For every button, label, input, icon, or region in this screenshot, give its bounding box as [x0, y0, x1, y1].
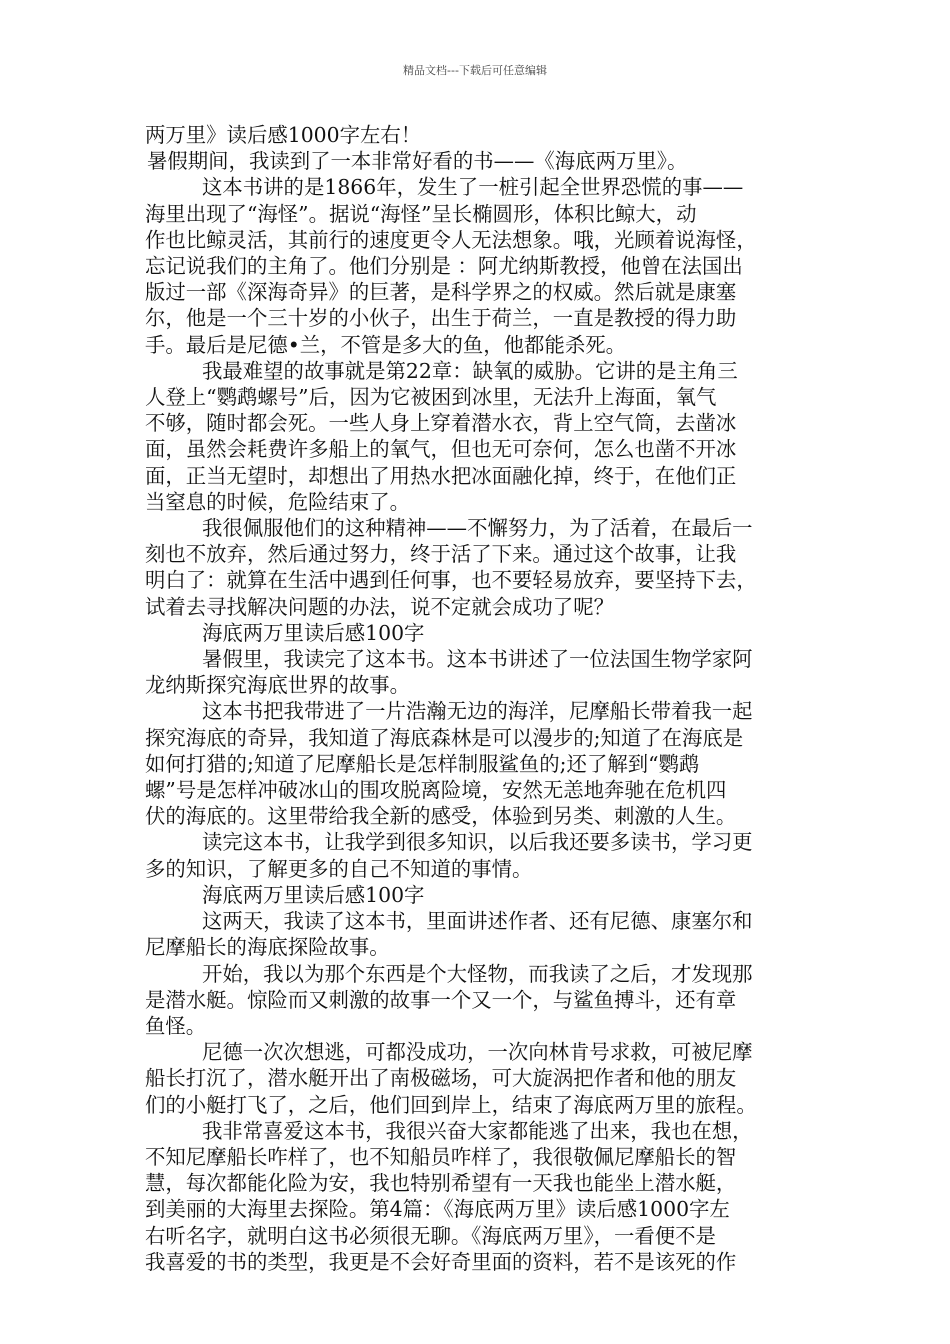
text-line: 刻也不放弃，然后通过努力，终于活了下来。通过这个故事，让我 — [145, 542, 737, 567]
text-line: 人登上“鹦鹉螺号”后，因为它被困到冰里，无法升上海面，氧气 — [145, 385, 717, 410]
text-line: 探究海底的奇异，我知道了海底森林是可以漫步的;知道了在海底是 — [145, 725, 744, 750]
text-line: 面，虽然会耗费许多船上的氧气，但也无可奈何，怎么也凿不开冰 — [145, 437, 737, 462]
text-line: 读完这本书，让我学到很多知识，以后我还要多读书，学习更 — [202, 830, 753, 855]
text-line: 作也比鲸灵活，其前行的速度更令人无法想象。哦，光顾着说海怪， — [145, 227, 757, 252]
text-line: 龙纳斯探究海底世界的故事。 — [145, 673, 411, 698]
text-line: 慧，每次都能化险为安，我也特别希望有一天我也能坐上潜水艇， — [145, 1171, 737, 1196]
text-line: 我很佩服他们的这种精神——不懈努力，为了活着，在最后一 — [202, 516, 753, 541]
text-line: 不够，随时都会死。一些人身上穿着潜水衣，背上空气筒，去凿冰 — [145, 411, 737, 436]
text-line: 多的知识，了解更多的自己不知道的事情。 — [145, 856, 533, 881]
text-line: 面，正当无望时，却想出了用热水把冰面融化掉，终于，在他们正 — [145, 463, 737, 488]
text-line: 手。最后是尼德•兰，不管是多大的鱼，他都能杀死。 — [145, 332, 627, 357]
text-line: 伏的海底的。这里带给我全新的感受，体验到另类、刺激的人生。 — [145, 804, 737, 829]
text-line: 我最难望的故事就是第22章：缺氧的威胁。它讲的是主角三 — [202, 358, 738, 383]
text-line: 海底两万里读后感100字 — [202, 882, 425, 907]
text-line: 明白了：就算在生活中遇到任何事，也不要轻易放弃，要坚持下去， — [145, 568, 757, 593]
text-line: 我非常喜爱这本书，我很兴奋大家都能逃了出来，我也在想， — [202, 1118, 753, 1143]
text-line: 开始，我以为那个东西是个大怪物，而我读了之后，才发现那 — [202, 961, 753, 986]
page-header: 精品文档---下载后可任意编辑 — [403, 64, 547, 77]
text-line: 海里出现了“海怪”。据说“海怪”呈长椭圆形，体积比鲸大，动 — [145, 201, 697, 226]
text-line: 暑假里，我读完了这本书。这本书讲述了一位法国生物学家阿 — [202, 647, 753, 672]
text-line: 我喜爱的书的类型，我更是不会好奇里面的资料，若不是该死的作 — [145, 1249, 737, 1274]
text-line: 暑假期间，我读到了一本非常好看的书——《海底两万里》。 — [147, 149, 688, 174]
text-line: 右听名字，就明白这书必须很无聊。《海底两万里》，一看便不是 — [145, 1223, 716, 1248]
document-body — [145, 122, 807, 1275]
text-line: 们的小艇打飞了，之后，他们回到岸上，结束了海底两万里的旅程。 — [145, 1092, 757, 1117]
text-line: 两万里》读后感1000字左右！ — [145, 123, 422, 147]
text-line: 试着去寻找解决问题的办法，说不定就会成功了呢？ — [145, 594, 614, 619]
text-line: 尔，他是一个三十岁的小伙子，出生于荷兰，一直是教授的得力助 — [145, 306, 737, 331]
text-line: 是潜水艇。惊险而又刺激的故事一个又一个，与鲨鱼搏斗，还有章 — [145, 987, 737, 1012]
text-line: 忘记说我们的主角了。他们分别是 ：阿尤纳斯教授，他曾在法国出 — [145, 254, 743, 279]
text-line: 船长打沉了，潜水艇开出了南极磁场，可大旋涡把作者和他的朋友 — [145, 1066, 737, 1091]
text-line: 当窒息的时候，危险结束了。 — [145, 489, 411, 514]
text-line: 尼摩船长的海底探险故事。 — [145, 935, 390, 960]
text-line: 这本书讲的是1866年，发生了一桩引起全世界恐慌的事—— — [202, 175, 744, 200]
text-line: 到美丽的大海里去探险。第4篇：《海底两万里》读后感1000字左 — [145, 1197, 730, 1222]
text-line: 海底两万里读后感100字 — [202, 620, 425, 645]
text-line: 螺”号是怎样冲破冰山的围攻脱离险境，安然无恙地奔驰在危机四 — [145, 778, 727, 803]
text-line: 鱼怪。 — [145, 1013, 207, 1038]
text-line: 尼德一次次想逃，可都没成功，一次向林肯号求救，可被尼摩 — [202, 1040, 753, 1065]
text-line: 这本书把我带进了一片浩瀚无边的海洋，尼摩船长带着我一起 — [202, 699, 753, 724]
text-line: 这两天，我读了这本书，里面讲述作者、还有尼德、康塞尔和 — [202, 909, 753, 934]
text-line: 如何打猎的;知道了尼摩船长是怎样制服鲨鱼的;还了解到“鹦鹉 — [145, 751, 700, 776]
text-line: 版过一部《深海奇异》的巨著，是科学界之的权威。然后就是康塞 — [145, 280, 737, 305]
text-line: 不知尼摩船长咋样了，也不知船员咋样了，我很敬佩尼摩船长的智 — [145, 1144, 737, 1169]
